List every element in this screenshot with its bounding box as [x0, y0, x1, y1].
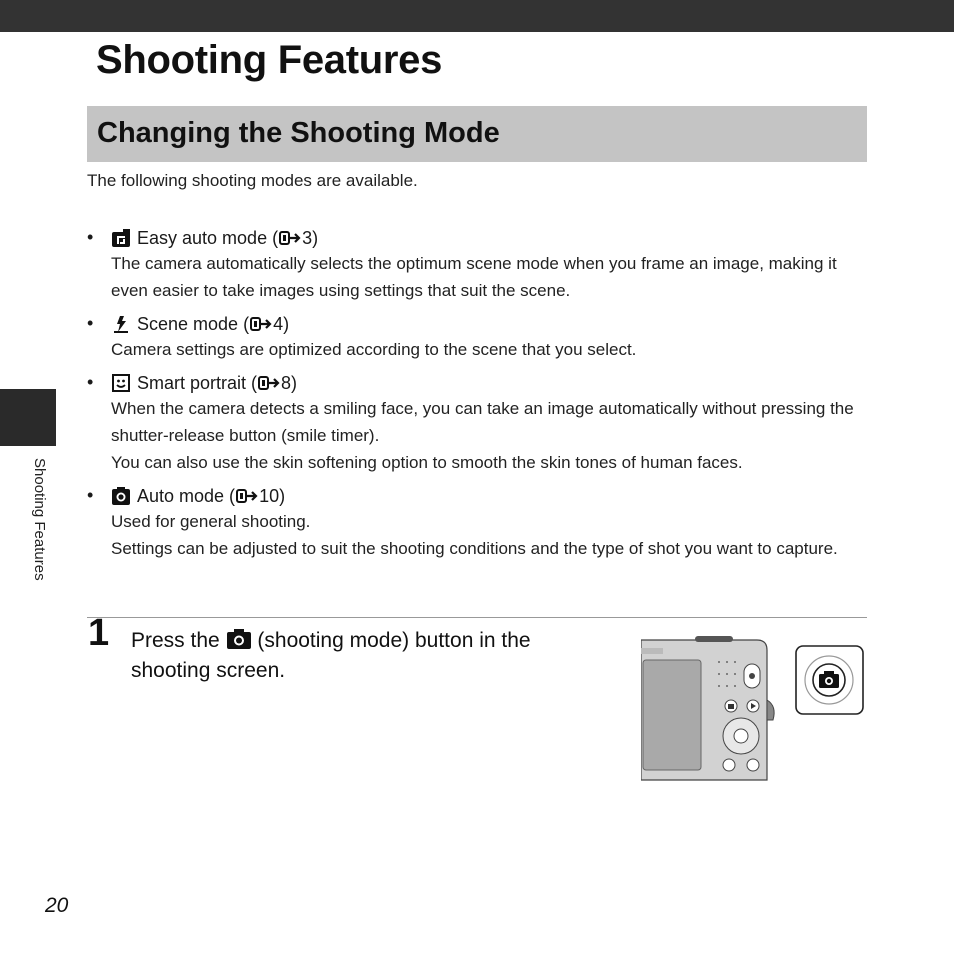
page-title: Shooting Features [96, 38, 443, 82]
mode-list [87, 226, 867, 570]
mode-name: Auto mode ( [137, 486, 236, 506]
reference-section-icon [250, 317, 272, 331]
reference-section-icon [258, 376, 280, 390]
list-item [87, 226, 867, 304]
reference-section-icon [279, 231, 301, 245]
list-item [87, 371, 867, 476]
step-divider [87, 617, 867, 618]
mode-name: Smart portrait ( [137, 373, 258, 393]
mode-description: The camera automatically selects the optimum scene mode when you frame an image, making it even easier to take images using settings that suit the scene. [111, 254, 837, 300]
mode-reference: 3) [302, 228, 319, 248]
list-item [87, 484, 867, 562]
bullet: • [87, 313, 94, 333]
auto-mode-icon [111, 486, 131, 506]
section-header-band [87, 106, 867, 162]
step-text-before: Press the [131, 629, 220, 652]
bullet: • [87, 372, 94, 392]
easy-auto-mode-icon [111, 228, 131, 248]
reference-section-icon [236, 489, 258, 503]
page-number: 20 [45, 894, 69, 917]
mode-name: Easy auto mode ( [137, 228, 279, 248]
mode-description: When the camera detects a smiling face, you can take an image automatically without pressing the shutter-release button (smile timer). [111, 399, 854, 445]
top-bar [0, 0, 954, 32]
mode-reference: 4) [273, 314, 290, 334]
step-instruction [131, 626, 601, 686]
side-section-label: Shooting Features [31, 458, 48, 581]
step-number: 1 [88, 612, 110, 654]
bullet: • [87, 485, 94, 505]
list-item [87, 312, 867, 363]
mode-description: You can also use the skin softening option to smooth the skin tones of human faces. [111, 453, 743, 472]
mode-reference: 10) [259, 486, 286, 506]
camera-illustration [641, 634, 865, 782]
mode-description: Used for general shooting. [111, 512, 311, 531]
section-title: Changing the Shooting Mode [97, 117, 500, 149]
scene-mode-icon [111, 314, 131, 334]
shooting-mode-button-icon [226, 628, 252, 650]
step-text-after: (shooting mode) button in the shooting screen. [131, 629, 531, 682]
mode-reference: 8) [281, 373, 298, 393]
mode-name: Scene mode ( [137, 314, 250, 334]
bullet: • [87, 227, 94, 247]
intro-text: The following shooting modes are available. [87, 171, 418, 190]
smart-portrait-icon [111, 373, 131, 393]
mode-description: Camera settings are optimized according to the scene that you select. [111, 340, 637, 359]
mode-description: Settings can be adjusted to suit the shooting conditions and the type of shot you want to capture. [111, 539, 838, 558]
side-tab-marker [0, 389, 56, 446]
